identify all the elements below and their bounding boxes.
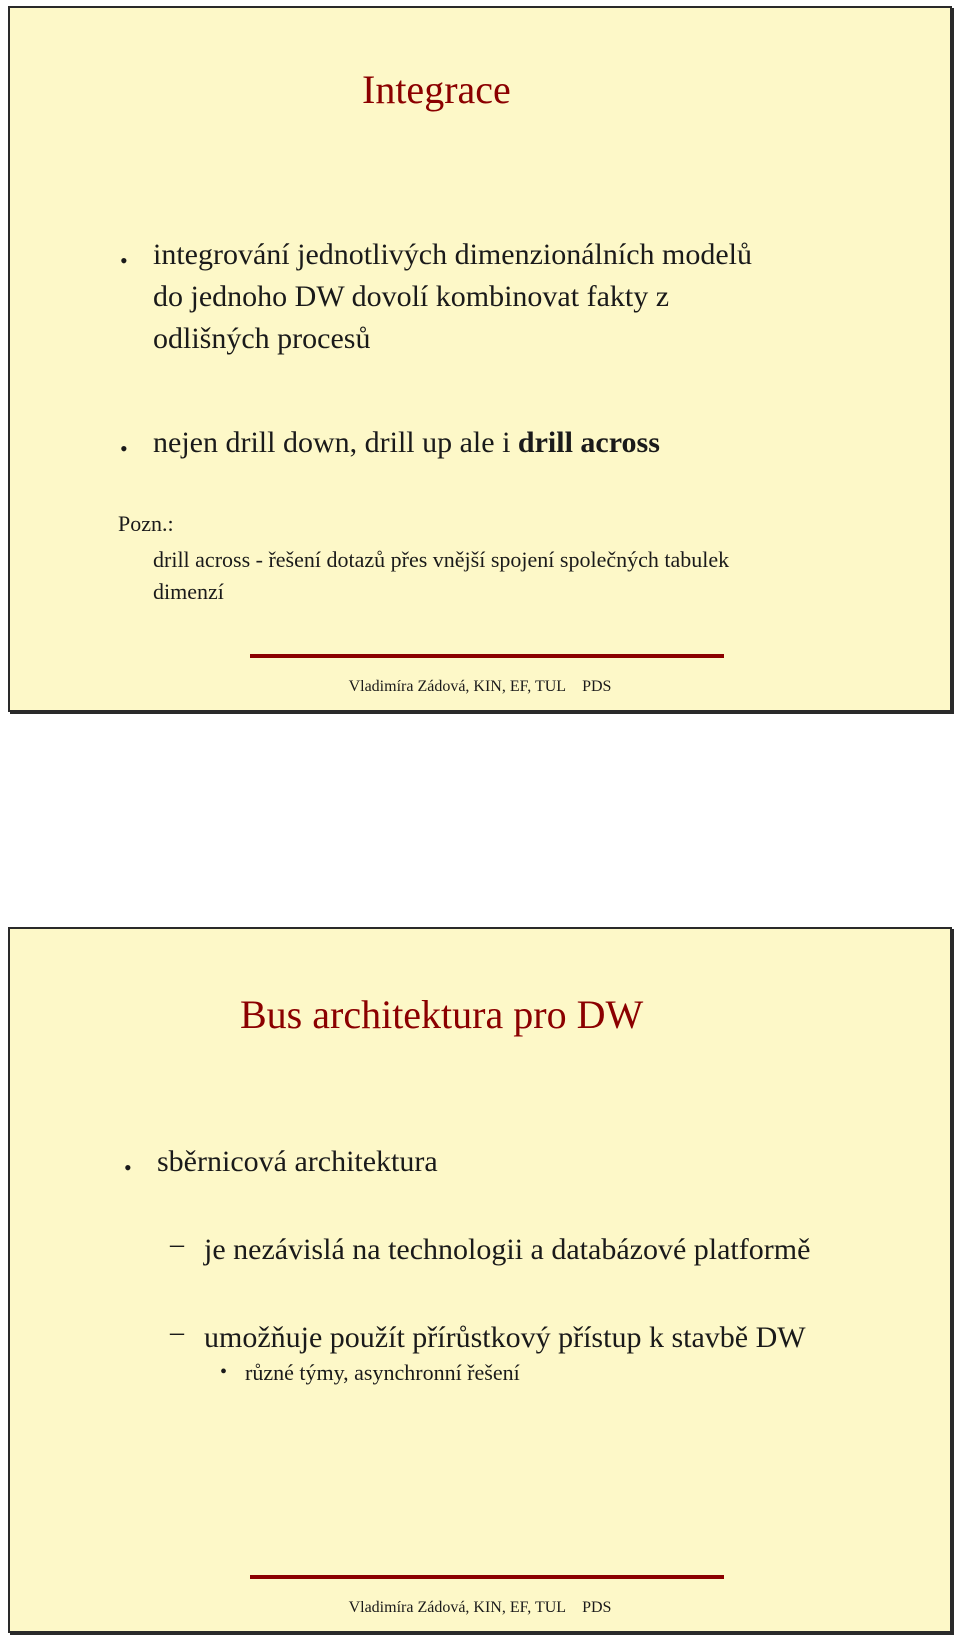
bullet-text: sběrnicová architektura (157, 1145, 438, 1178)
dash-marker: – (170, 1229, 184, 1260)
bullet-text-line: odlišných procesů (153, 322, 371, 355)
slide-title: Integrace (362, 67, 511, 112)
footer-author: Vladimíra Zádová, KIN, EF, TUL (348, 1599, 567, 1616)
footer-course: PDS (582, 1599, 612, 1616)
bullet-text-prefix: nejen drill down, drill up ale i (153, 426, 518, 459)
bullet-text-line: do jednoho DW dovolí kombinovat fakty z (153, 280, 670, 313)
bullet-text-line: integrování jednotlivých dimenzionálních modelů (153, 238, 753, 271)
slide-footer (10, 678, 950, 696)
footer-author: Vladimíra Zádová, KIN, EF, TUL (348, 678, 567, 695)
slide-footer (10, 1599, 950, 1617)
note-label: Pozn.: (118, 511, 174, 536)
footer-rule (250, 654, 724, 658)
slide-title: Bus architektura pro DW (240, 992, 644, 1037)
footer-rule (250, 1575, 724, 1579)
sub-sub-bullet-text: různé týmy, asynchronní řešení (245, 1360, 520, 1385)
note-line: drill across - řešení dotazů přes vnější spojení společných tabulek (153, 547, 730, 572)
note-line: dimenzí (153, 579, 224, 604)
sub-bullet-text: je nezávislá na technologii a databázové platformě (204, 1233, 811, 1266)
footer-course: PDS (582, 678, 612, 695)
sub-bullet-text: umožňuje použít přírůstkový přístup k stavbě DW (204, 1321, 806, 1354)
bullet-dot: • (120, 436, 128, 461)
slide-integrace (8, 6, 952, 712)
bullet-text-drill (153, 422, 660, 464)
bullet-dot: • (120, 248, 128, 273)
bullet-dot: • (220, 1361, 228, 1383)
bullet-text-bold: drill across (517, 426, 660, 459)
slide-bus-architektura (8, 927, 952, 1633)
bullet-dot: • (124, 1155, 132, 1180)
dash-marker: – (170, 1317, 184, 1348)
